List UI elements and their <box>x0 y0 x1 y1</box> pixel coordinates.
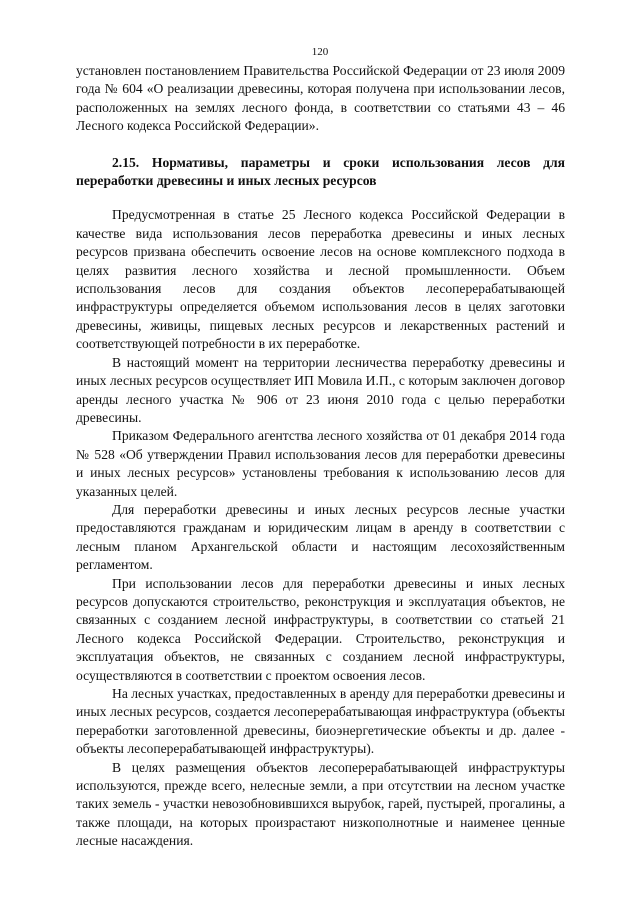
body-paragraph: Приказом Федерального агентства лесного хозяйства от 01 декабря 2014 года № 528 «Об утверждении Правил использования лесов для переработки древесины и иных лесных ресурсов» установлены требования к использованию лесов для указанных целей. <box>76 428 565 499</box>
body-paragraph: На лесных участках, предоставленных в аренду для переработки древесины и иных лесных ресурсов, создается лесоперерабатывающая инфраструктура (объекты переработки заготовленной древесины, биоэнергетические объекты и др. далее - объекты лесоперерабатывающей инфраструктуры). <box>76 686 565 757</box>
body-paragraph: Предусмотренная в статье 25 Лесного кодекса Российской Федерации в качестве вида использования лесов переработка древесины и иных лесных ресурсов призвана обеспечить освоение лесов на основе комплексного подхода в целях развития лесного хозяйства и лесной промышленности. Объем использования лесов для создания объектов лесоперерабатывающей инфраструктуры определяется объемом использования лесов в целях заготовки древесины, живицы, пищевых лесных ресурсов и лекарственных растений и соответствующей потребности в их переработке. <box>76 207 565 352</box>
body-paragraph: В целях размещения объектов лесоперерабатывающей инфраструктуры используются, прежде всего, нелесные земли, а при отсутствии на лесном участке таких земель - участки невозобновившихся вырубок, гарей, пустырей, прогалины, а также площади, на которых произрастают низкополнотные и наименее ценные лесные насаждения. <box>76 759 565 849</box>
section-heading: 2.15. Нормативы, параметры и сроки использования лесов для переработки древесины и иных лесных ресурсов <box>76 154 565 189</box>
page-content <box>76 62 565 851</box>
body-paragraph: При использовании лесов для переработки древесины и иных лесных ресурсов допускаются строительство, реконструкция и эксплуатация объектов, не связанных с созданием лесной инфраструктуры, в соответствии со статьей 21 Лесного кодекса Российской Федерации. Строительство, реконструкция и эксплуатация объектов, не связанных с созданием лесной инфраструктуры, осуществляются в соответствии с проектом освоения лесов. <box>76 575 565 683</box>
intro-paragraph: установлен постановлением Правительства Российской Федерации от 23 июля 2009 года № 604 «О реализации древесины, которая получена при использовании лесов, расположенных на землях лесного фонда, в соответствии со статьями 43 – 46 Лесного кодекса Российской Федерации». <box>76 63 565 134</box>
body-paragraph: В настоящий момент на территории лесничества переработку древесины и иных лесных ресурсов осуществляет ИП Мовила И.П., с которым заключен договор аренды лесного участка № 906 от 23 июня 2010 года с целью переработки древесины. <box>76 354 565 425</box>
body-paragraph: Для переработки древесины и иных лесных ресурсов лесные участки предоставляются гражданам и юридическим лицам в аренду в соответствии с лесным планом Архангельской области и настоящим лесохозяйственным регламентом. <box>76 501 565 573</box>
page-number: 120 <box>311 46 329 58</box>
